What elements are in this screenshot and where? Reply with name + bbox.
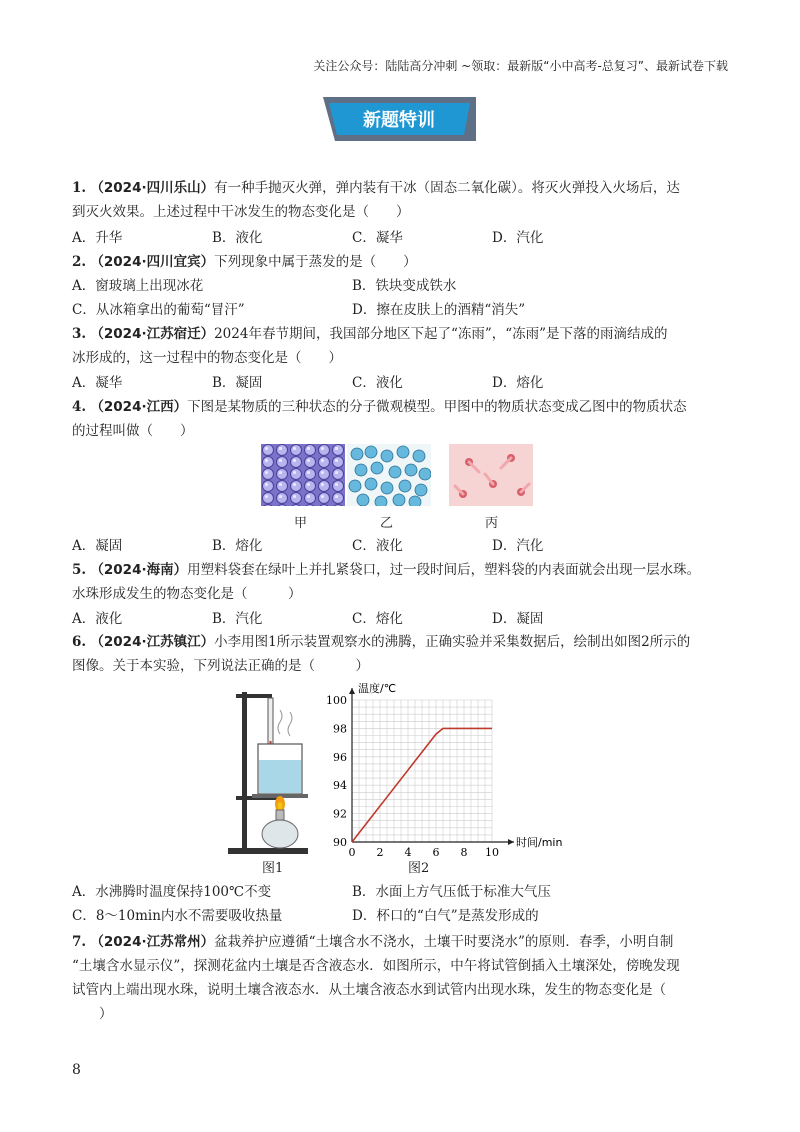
question-text: 2024年春节期间，我国部分地区下起了“冻雨”，“冻雨”是下落的雨滴结成的 bbox=[214, 326, 668, 342]
question-3 bbox=[72, 322, 732, 370]
x-tick-label: 4 bbox=[404, 846, 412, 859]
y-tick-label: 98 bbox=[333, 722, 347, 736]
x-tick-label: 6 bbox=[432, 846, 440, 859]
gas-state-image bbox=[449, 444, 533, 506]
question-text: 下图是某物质的三种状态的分子微观模型。甲图中的物质状态变成乙图中的物质状态 bbox=[187, 399, 687, 415]
question-text: 的过程叫做（ ） bbox=[72, 423, 194, 439]
question-source: （2024·四川宜宾） bbox=[90, 254, 215, 270]
question-text: ） bbox=[72, 1006, 113, 1022]
solid-state-image bbox=[261, 444, 345, 506]
question-5 bbox=[72, 558, 732, 606]
question-2 bbox=[72, 250, 732, 274]
x-tick-label: 0 bbox=[348, 846, 356, 859]
question-text: 冰形成的，这一过程中的物态变化是（ ） bbox=[72, 350, 342, 366]
option-d: D．汽化 bbox=[492, 538, 544, 554]
question-source: （2024·江苏镇江） bbox=[90, 634, 215, 650]
page-number: 8 bbox=[72, 1062, 81, 1078]
option-c: C．液化 bbox=[352, 375, 403, 391]
question-text: 用塑料袋套在绿叶上并扎紧袋口，过一段时间后，塑料袋的内表面就会出现一层水珠。 bbox=[187, 562, 701, 578]
y-tick-label: 90 bbox=[333, 836, 347, 849]
question-text: 有一种手抛灭火弹，弹内装有干冰（固态二氧化碳）。将灭火弹投入火场后，达 bbox=[214, 180, 680, 196]
gas-molecules bbox=[449, 444, 533, 506]
option-c: C．液化 bbox=[352, 538, 403, 554]
option-c: C．凝华 bbox=[352, 230, 403, 246]
y-tick-label: 94 bbox=[333, 779, 347, 793]
question-1 bbox=[72, 176, 732, 224]
banner-graphic bbox=[323, 97, 476, 141]
option-b: B．熔化 bbox=[212, 538, 263, 554]
x-axis-arrow bbox=[508, 839, 514, 845]
figure-2-label: 图2 bbox=[408, 861, 430, 876]
y-tick-label: 100 bbox=[326, 694, 347, 707]
figure-label-bing: 丙 bbox=[485, 516, 499, 531]
question-number: 7. bbox=[72, 934, 87, 950]
option-a: A．窗玻璃上出现冰花 bbox=[72, 278, 204, 294]
liquid-state-image bbox=[347, 444, 431, 506]
option-c: C．熔化 bbox=[352, 611, 403, 627]
x-tick-label: 10 bbox=[485, 846, 499, 859]
options-q5 bbox=[72, 607, 732, 631]
question-source: （2024·江西） bbox=[90, 399, 188, 415]
option-a: A．升华 bbox=[72, 230, 123, 246]
option-b: B．铁块变成铁水 bbox=[352, 278, 457, 294]
question-text: 盆栽养护应遵循“土壤含水不浇水，土壤干时要浇水”的原则．春季，小明自制 bbox=[214, 934, 674, 950]
boiling-apparatus-drawing bbox=[222, 686, 322, 866]
option-d: D．杯口的“白气”是蒸发形成的 bbox=[352, 908, 539, 924]
section-banner bbox=[323, 97, 476, 141]
x-axis-label: 时间/min bbox=[516, 836, 563, 849]
x-tick-label: 8 bbox=[460, 846, 468, 859]
question-number: 5. bbox=[72, 562, 87, 578]
options-q3 bbox=[72, 371, 732, 395]
option-b: B．液化 bbox=[212, 230, 263, 246]
figure-1-apparatus bbox=[222, 686, 322, 866]
temperature-time-chart bbox=[320, 680, 580, 860]
option-b: B．凝固 bbox=[212, 375, 263, 391]
question-number: 2. bbox=[72, 254, 87, 270]
option-a: A．凝固 bbox=[72, 538, 123, 554]
y-axis-arrow bbox=[349, 688, 355, 694]
option-b: B．水面上方气压低于标准大气压 bbox=[352, 884, 551, 900]
question-source: （2024·江苏常州） bbox=[90, 934, 215, 950]
question-text: 试管内上端出现水珠，说明土壤含液态水．从土壤含液态水到试管内出现水珠，发生的物态变化是（ bbox=[72, 982, 666, 998]
option-d: D．熔化 bbox=[492, 375, 544, 391]
question-number: 4. bbox=[72, 399, 87, 415]
figure-label-yi: 乙 bbox=[380, 516, 394, 531]
question-text: 小李用图1所示装置观察水的沸腾，正确实验并采集数据后，绘制出如图2所示的 bbox=[214, 634, 691, 650]
option-d: D．汽化 bbox=[492, 230, 544, 246]
option-b: B．汽化 bbox=[212, 611, 263, 627]
option-c: C．从冰箱拿出的葡萄“冒汗” bbox=[72, 302, 245, 318]
question-text: 下列现象中属于蒸发的是（ ） bbox=[214, 254, 417, 270]
y-tick-label: 96 bbox=[333, 750, 347, 764]
header-note: 关注公众号：陆陆高分冲刺 ~领取：最新版“小中高考-总复习”、最新试卷下载 bbox=[313, 59, 728, 73]
figure-1-label: 图1 bbox=[262, 861, 284, 876]
options-q2-row1 bbox=[72, 274, 732, 298]
option-c: C．8～10min内水不需要吸收热量 bbox=[72, 908, 283, 924]
options-q4 bbox=[72, 534, 732, 558]
options-q1 bbox=[72, 226, 732, 250]
question-text: “土壤含水显示仪”，探测花盆内土壤是否含液态水．如图所示，中午将试管倒插入土壤深处，傍晚发现 bbox=[72, 958, 680, 974]
liquid-molecules bbox=[347, 444, 431, 506]
figure-2-chart bbox=[320, 680, 580, 860]
question-text: 图像。关于本实验，下列说法正确的是（ ） bbox=[72, 658, 369, 674]
options-q2-row2 bbox=[72, 298, 732, 322]
question-text: 水珠形成发生的物态变化是（ ） bbox=[72, 586, 302, 602]
question-text: 到灭火效果。上述过程中干冰发生的物态变化是（ ） bbox=[72, 204, 410, 220]
options-q6-row1 bbox=[72, 880, 732, 904]
options-q6-row2 bbox=[72, 904, 732, 928]
option-a: A．液化 bbox=[72, 611, 123, 627]
question-number: 6. bbox=[72, 634, 87, 650]
question-source: （2024·四川乐山） bbox=[90, 180, 215, 196]
question-number: 1. bbox=[72, 180, 87, 196]
option-d: D．擦在皮肤上的酒精“消失” bbox=[352, 302, 526, 318]
question-source: （2024·江苏宿迁） bbox=[90, 326, 215, 342]
question-source: （2024·海南） bbox=[90, 562, 188, 578]
y-axis-label: 温度/℃ bbox=[358, 682, 397, 695]
question-6 bbox=[72, 630, 732, 678]
y-tick-label: 92 bbox=[333, 807, 347, 821]
solid-molecule-grid bbox=[261, 444, 345, 506]
question-4 bbox=[72, 395, 732, 443]
option-a: A．水沸腾时温度保持100℃不变 bbox=[72, 884, 272, 900]
x-tick-label: 2 bbox=[376, 846, 384, 859]
figure-label-jia: 甲 bbox=[294, 516, 308, 531]
option-d: D．凝固 bbox=[492, 611, 544, 627]
option-a: A．凝华 bbox=[72, 375, 123, 391]
question-7 bbox=[72, 930, 732, 1026]
banner-title: 新题特训 bbox=[363, 110, 435, 131]
question-number: 3. bbox=[72, 326, 87, 342]
